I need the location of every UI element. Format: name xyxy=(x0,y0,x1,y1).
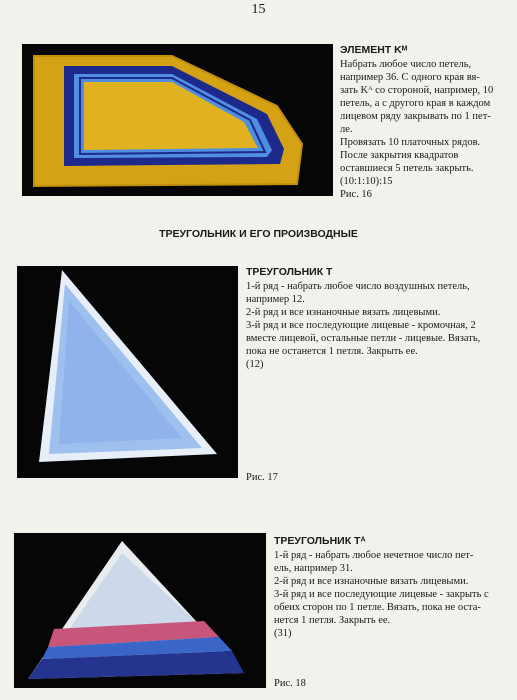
triangle-t-line: 2-й ряд и все изнаночные вязать лицевыми. xyxy=(246,307,441,318)
triangle-t-description xyxy=(246,266,511,371)
triangle-t-line: 3-й ряд и все последующие лицевые - кромочная, 2 xyxy=(246,320,476,331)
triangle-ta-line: обеих сторон по 1 петле. Вязать, пока не оста- xyxy=(274,602,481,613)
triangle-ta-line: (31) xyxy=(274,628,292,639)
figure-16-photo xyxy=(22,44,333,196)
triangle-t-line: пока не останется 1 петля. Закрыть ее. xyxy=(246,346,418,357)
element-km-line: лицевом ряду закрывать по 1 пет- xyxy=(340,111,491,122)
element-km-line: ле. xyxy=(340,124,353,135)
figure-18-caption: Рис. 18 xyxy=(274,678,306,689)
triangle-t-line: например 12. xyxy=(246,294,305,305)
triangle-ta-line: 1-й ряд - набрать любое нечетное число пет- xyxy=(274,550,474,561)
triangle-t-line: 1-й ряд - набрать любое число воздушных петель, xyxy=(246,281,470,292)
element-km-line: (10:1:10):15 xyxy=(340,176,393,187)
element-km-description xyxy=(340,44,510,188)
element-km-line: петель, а с другого края в каждом xyxy=(340,98,491,109)
triangle-ta-description xyxy=(274,535,512,640)
element-km-heading: ЭЛЕМЕНТ Kᴹ xyxy=(340,44,408,56)
figure-18-photo xyxy=(14,533,266,688)
element-km-line: Провязать 10 платочных рядов. xyxy=(340,137,481,148)
figure-17-photo xyxy=(17,266,238,478)
triangle-ta-line: нется 1 петля. Закрыть ее. xyxy=(274,615,391,626)
element-km-line: например 36. С одного края вя- xyxy=(340,72,480,83)
triangle-ta-line: 2-й ряд и все изнаночные вязать лицевыми. xyxy=(274,576,469,587)
triangle-ta-line: ель, например 31. xyxy=(274,563,353,574)
triangle-ta-heading: ТРЕУГОЛЬНИК Тᴬ xyxy=(274,535,366,547)
figure-16-caption: Рис. 16 xyxy=(340,189,372,200)
triangle-t-heading: ТРЕУГОЛЬНИК Т xyxy=(246,266,333,278)
triangle-t-line: (12) xyxy=(246,359,264,370)
figure-17-caption: Рис. 17 xyxy=(246,472,278,483)
element-km-line: После закрытия квадратов xyxy=(340,150,459,161)
triangle-t-line: вместе лицевой, остальные петли - лицевые. Вязать, xyxy=(246,333,481,344)
element-km-line: оставшиеся 5 петель закрыть. xyxy=(340,163,474,174)
page-number: 15 xyxy=(251,2,266,17)
section-title: ТРЕУГОЛЬНИК И ЕГО ПРОИЗВОДНЫЕ xyxy=(159,228,358,240)
element-km-line: зать Kᴬ со стороной, например, 10 xyxy=(340,85,494,96)
triangle-ta-line: 3-й ряд и все последующие лицевые - закрыть с xyxy=(274,589,489,600)
element-km-line: Набрать любое число петель, xyxy=(340,59,472,70)
